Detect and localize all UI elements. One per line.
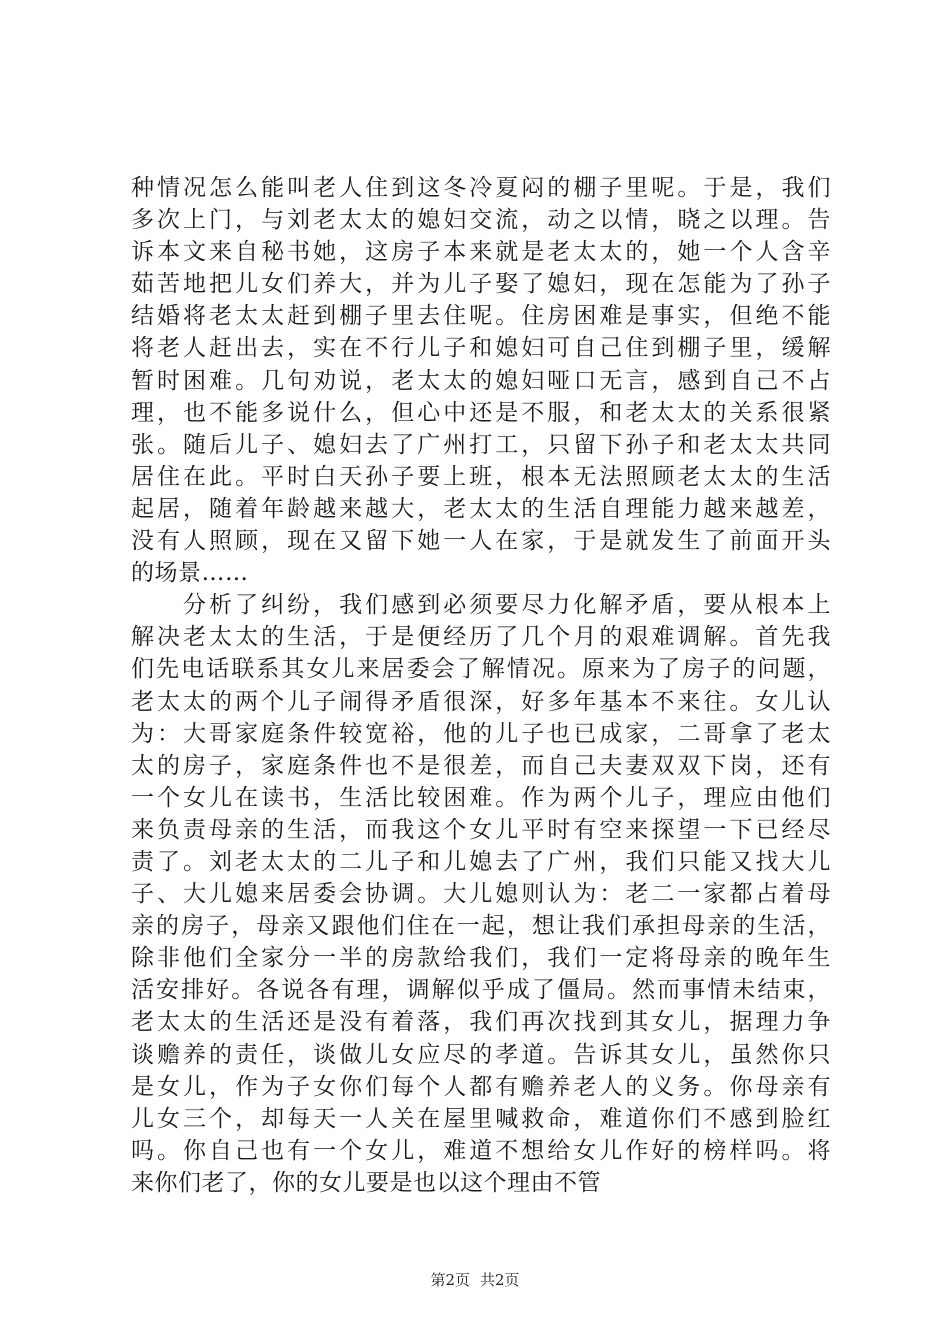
text-line: 理，也不能多说什么，但心中还是不服，和老太太的关系很紧 (131, 399, 831, 426)
text-line: 种情况怎么能叫老人住到这冬冷夏闷的棚子里呢。于是，我们 (131, 175, 831, 201)
text-line: 一个女儿在读书，生活比较困难。作为两个儿子，理应由他们 (131, 784, 831, 811)
body-text (131, 172, 831, 1199)
text-line: 暂时困难。几句劝说，老太太的媳妇哑口无言，感到自己不占 (131, 367, 831, 394)
text-line: 谈赡养的责任，谈做儿女应尽的孝道。告诉其女儿，虽然你只 (131, 1041, 831, 1068)
text-line: 居住在此。平时白天孙子要上班，根本无法照顾老太太的生活 (131, 463, 831, 490)
text-line: 子、大儿媳来居委会协调。大儿媳则认为：老二一家都占着母 (131, 881, 831, 908)
text-line: 结婚将老太太赶到棚子里去住呢。住房困难是事实，但绝不能 (131, 303, 831, 330)
text-line: 吗。你自己也有一个女儿，难道不想给女儿作好的榜样吗。将 (131, 1137, 831, 1164)
text-line: 亲的房子，母亲又跟他们住在一起，想让我们承担母亲的生活， (131, 913, 831, 940)
page-total: 共2页 (480, 1271, 520, 1289)
text-line: 老太太的生活还是没有着落，我们再次找到其女儿，据理力争 (131, 1009, 831, 1036)
text-line: 多次上门，与刘老太太的媳妇交流，动之以情，晓之以理。告 (131, 207, 831, 234)
text-line: 起居，随着年龄越来越大，老太太的生活自理能力越来越差， (131, 495, 831, 522)
text-line: 的场景…… (131, 560, 249, 587)
text-line: 诉本文来自秘书她，这房子本来就是老太太的，她一个人含辛 (131, 239, 831, 266)
text-line: 太的房子，家庭条件也不是很差，而自己夫妻双双下岗，还有 (131, 752, 831, 779)
text-line: 们先电话联系其女儿来居委会了解情况。原来为了房子的问题， (131, 656, 831, 683)
text-line: 为：大哥家庭条件较宽裕，他的儿子也已成家，二哥拿了老太 (131, 720, 831, 747)
text-line: 儿女三个，却每天一人关在屋里喊救命，难道你们不感到脸红 (131, 1105, 831, 1132)
page-number: 第2页 (430, 1271, 470, 1289)
text-line: 是女儿，作为子女你们每个人都有赡养老人的义务。你母亲有 (131, 1073, 831, 1100)
text-line: 老太太的两个儿子闹得矛盾很深，好多年基本不来往。女儿认 (131, 688, 831, 715)
text-line: 分析了纠纷，我们感到必须要尽力化解矛盾，要从根本上 (131, 592, 831, 619)
text-line: 责了。刘老太太的二儿子和儿媳去了广州，我们只能又找大儿 (131, 848, 831, 875)
text-line: 除非他们全家分一半的房款给我们，我们一定将母亲的晚年生 (131, 945, 831, 972)
text-line: 张。随后儿子、媳妇去了广州打工，只留下孙子和老太太共同 (131, 431, 831, 458)
text-line: 来你们老了，你的女儿要是也以这个理由不管 (131, 1169, 601, 1196)
text-line: 将老人赶出去，实在不行儿子和媳妇可自己住到棚子里，缓解 (131, 335, 831, 362)
text-line: 活安排好。各说各有理，调解似乎成了僵局。然而事情未结束， (131, 977, 831, 1004)
page-footer (0, 1270, 950, 1290)
text-line: 来负责母亲的生活，而我这个女儿平时有空来探望一下已经尽 (131, 816, 831, 843)
text-line: 没有人照顾，现在又留下她一人在家，于是就发生了前面开头 (131, 528, 831, 555)
text-line: 解决老太太的生活，于是便经历了几个月的艰难调解。首先我 (131, 624, 831, 651)
text-line: 茹苦地把儿女们养大，并为儿子娶了媳妇，现在怎能为了孙子 (131, 271, 831, 298)
